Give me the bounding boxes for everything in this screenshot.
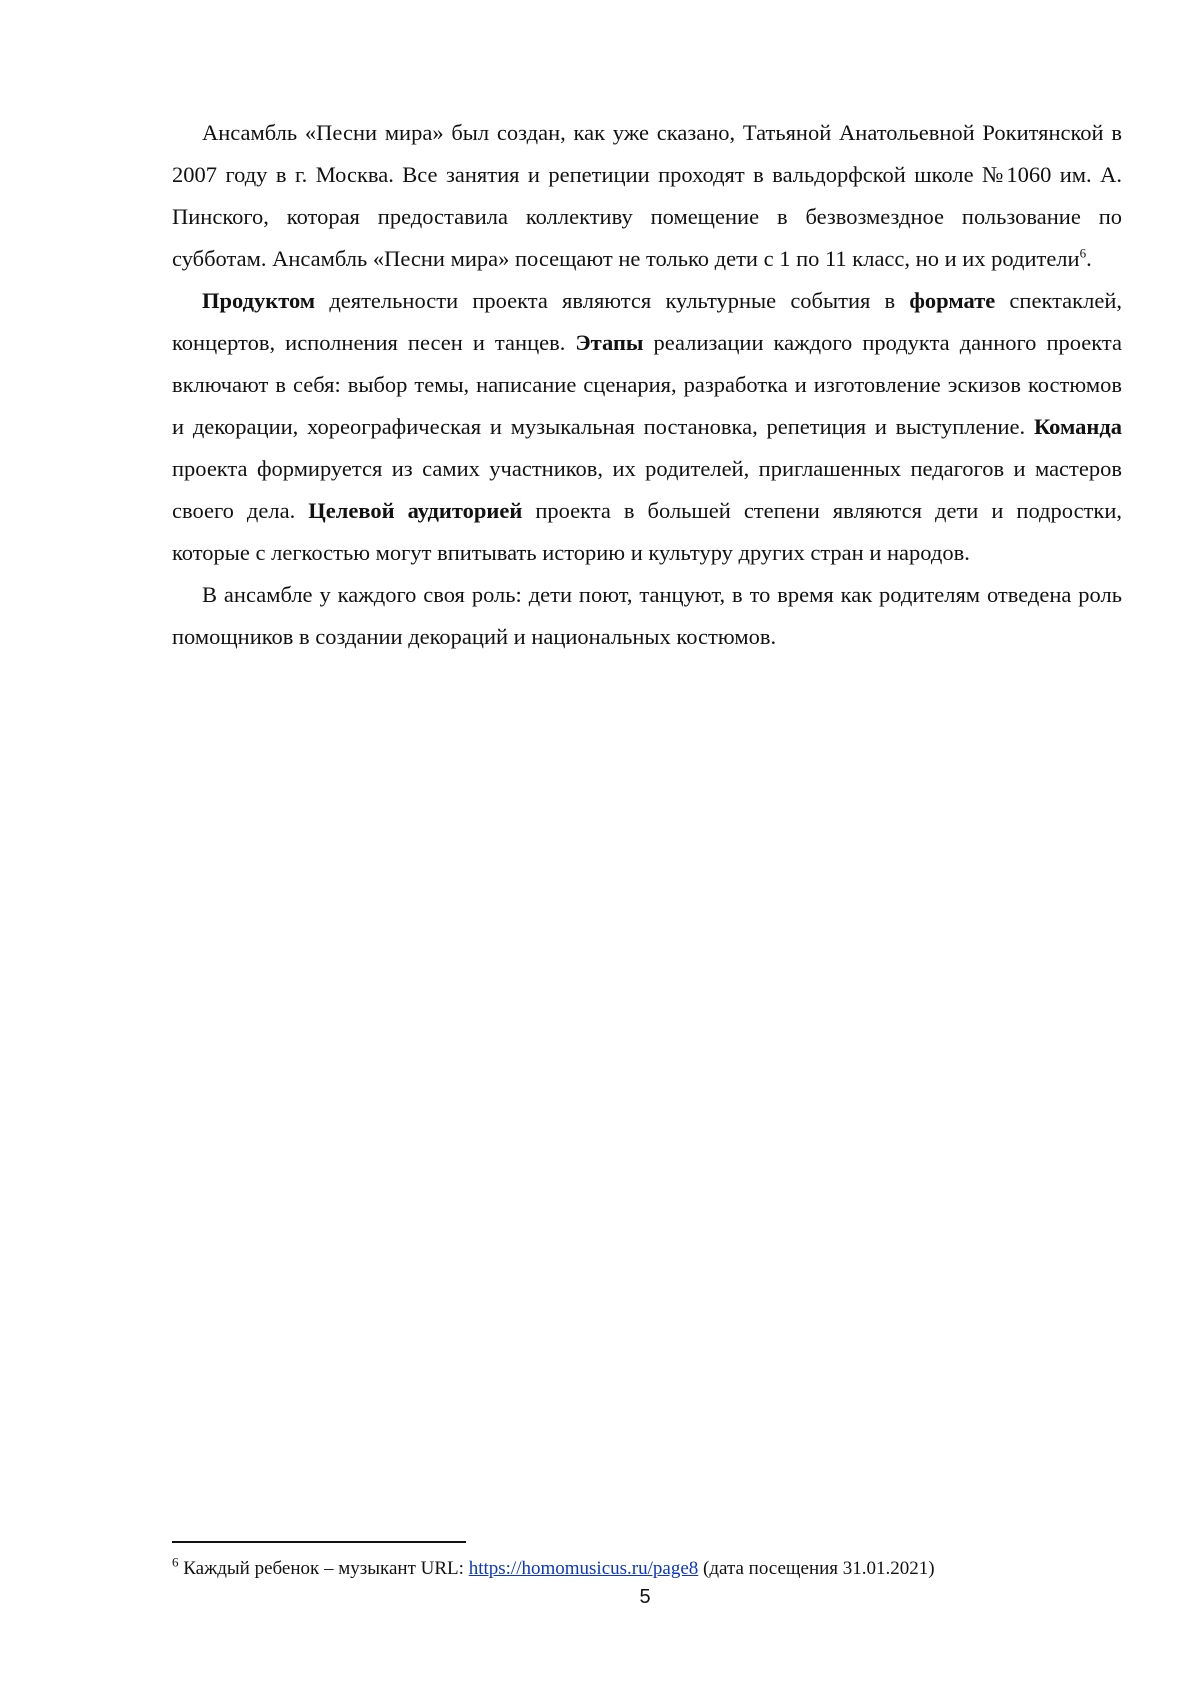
paragraph-text: В ансамбле у каждого своя роль: дети поют, танцуют, в то время как родителям отведена роль помощников в создании декораций и национальных костюмов. [172,582,1122,649]
footnote-separator [172,1541,466,1543]
footnote-text: Каждый ребенок – музыкант URL: [178,1558,469,1579]
footnote [172,1556,1122,1582]
paragraph-ensemble-history [172,112,1122,280]
paragraph-text: проекта формируется из самих участников, их родителей, приглашенных педагогов и мастеров своего дела. [172,456,1122,523]
paragraph-text: деятельности проекта являются культурные события в [315,288,910,313]
term-product: Продуктом [202,288,316,313]
footnote-reference[interactable]: 6 [1079,245,1087,261]
paragraph-text: спектаклей, концертов, исполнения песен и танцев. [172,288,1122,355]
footnote-link[interactable]: https://homomusicus.ru/page8 [468,1558,699,1579]
term-target-audience: Целевой аудиторией [308,498,523,523]
paragraph-project-description [172,280,1122,574]
term-stages: Этапы [575,330,644,355]
paragraph-text: реализации каждого продукта данного проекта включают в себя: выбор темы, написание сценария, разработка и изготовление эскизов костюмов и декорации, хореографическая и музыкальная постановка, репетиция и выступление. [172,330,1122,439]
footnote-number: 6 [172,1554,179,1570]
term-team: Команда [1033,414,1122,439]
footnote-date: (дата посещения 31.01.2021) [698,1558,935,1579]
paragraph-text: Ансамбль «Песни мира» был создан, как уже сказано, Татьяной Анатольевной Рокитянской в 2007 году в г. Москва. Все занятия и репетиции проходят в вальдорфской школе №1060 им. А. Пинского, которая предоставила коллективу помещение в безвозмездное пользование по субботам. Ансамбль «Песни мира» посещают не только дети с 1 по 11 класс, но и их родители [172,120,1122,271]
body-text [172,112,1122,658]
paragraph-roles [172,574,1122,658]
paragraph-text: проекта в большей степени являются дети и подростки, которые с легкостью могут впитывать историю и культуру других стран и народов. [172,498,1122,565]
term-format: формате [909,288,996,313]
page-number: 5 [639,1586,651,1608]
paragraph-end: . [1086,246,1092,271]
